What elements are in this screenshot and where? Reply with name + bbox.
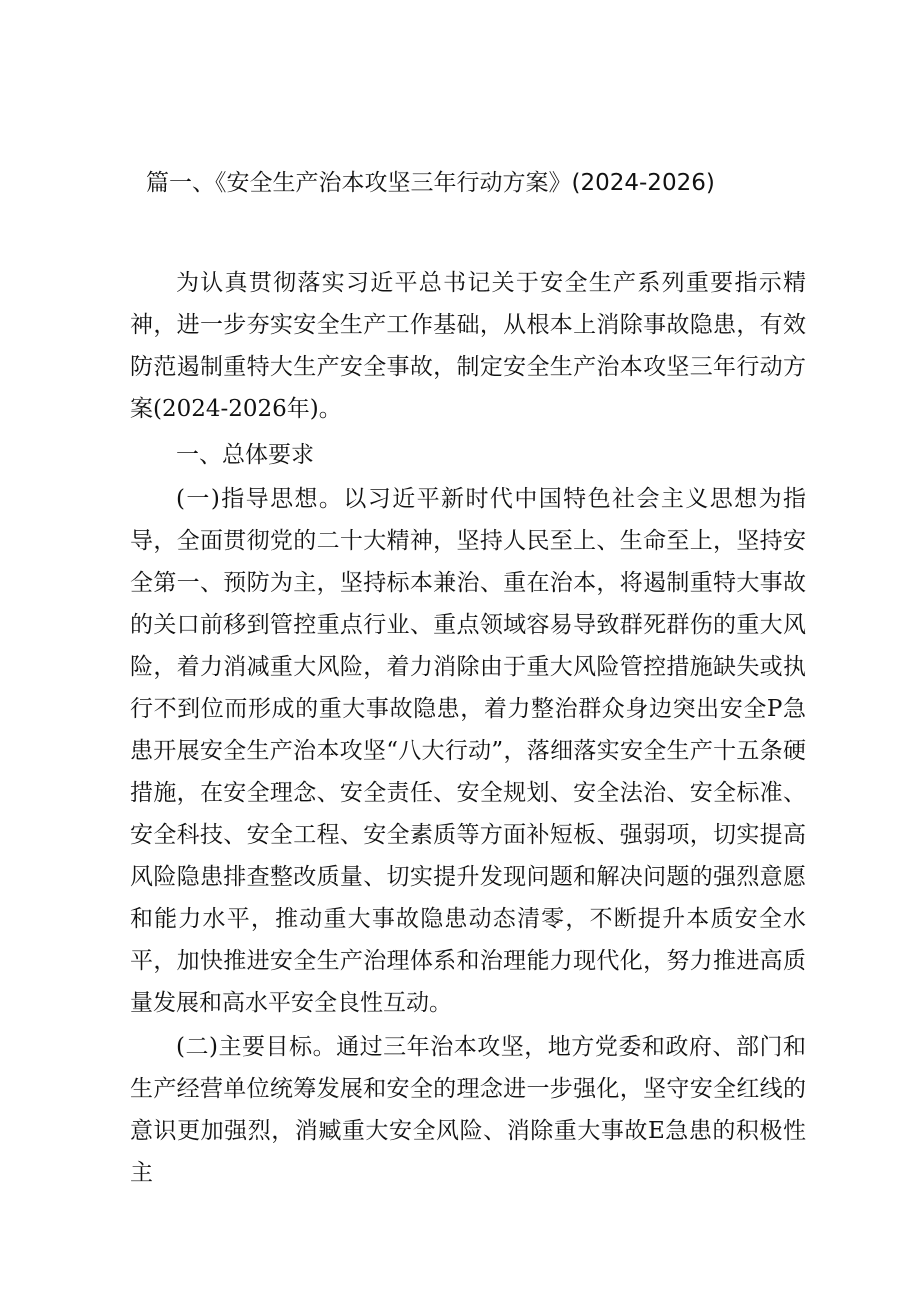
main-goals-paragraph: (二)主要目标。通过三年治本攻坚，地方党委和政府、部门和生产经营单位统筹发展和安全的理念进一步强化，坚守安全红线的意识更加强烈，消臧重大安全风险、消除重大事故E急患的积极性主 — [130, 1034, 806, 1186]
document-title: 篇一、《安全生产治本攻坚三年行动方案》(2024-2026) — [146, 170, 715, 196]
intro-paragraph: 为认真贯彻落实习近平总书记关于安全生产系列重要指示精神，进一步夯实安全生产工作基础，从根本上消除事故隐患，有效防范遏制重特大生产安全事故，制定安全生产治本攻坚三年行动方案(2024-2026年)。 — [130, 270, 806, 422]
document-body — [130, 262, 806, 1194]
section-heading-overall-requirements: 一、总体要求 — [176, 442, 314, 468]
guiding-thought-paragraph: (一)指导思想。以习近平新时代中国特色社会主义思想为指导，全面贯彻党的二十大精神，坚持人民至上、生命至上，坚持安全第一、预防为主，坚持标本兼治、重在治本，将遏制重特大事故的关口前移到管控重点行业、重点领域容易导致群死群伤的重大风险，着力消减重大风险，着力消除由于重大风险管控措施缺失或执行不到位而形成的重大事故隐患，着力整治群众身边突出安全P急患开展安全生产治本攻坚“八大行动”，落细落实安全生产十五条硬措施，在安全理念、安全责任、安全规划、安全法治、安全标准、安全科技、安全工程、安全素质等方面补短板、强弱项，切实提高风险隐患排查整改质量、切实提升发现问题和解决问题的强烈意愿和能力水平，推动重大事故隐患动态清零，不断提升本质安全水平，加快推进安全生产治理体系和治理能力现代化，努力推进高质量发展和高水平安全良性互动。 — [130, 486, 806, 1016]
